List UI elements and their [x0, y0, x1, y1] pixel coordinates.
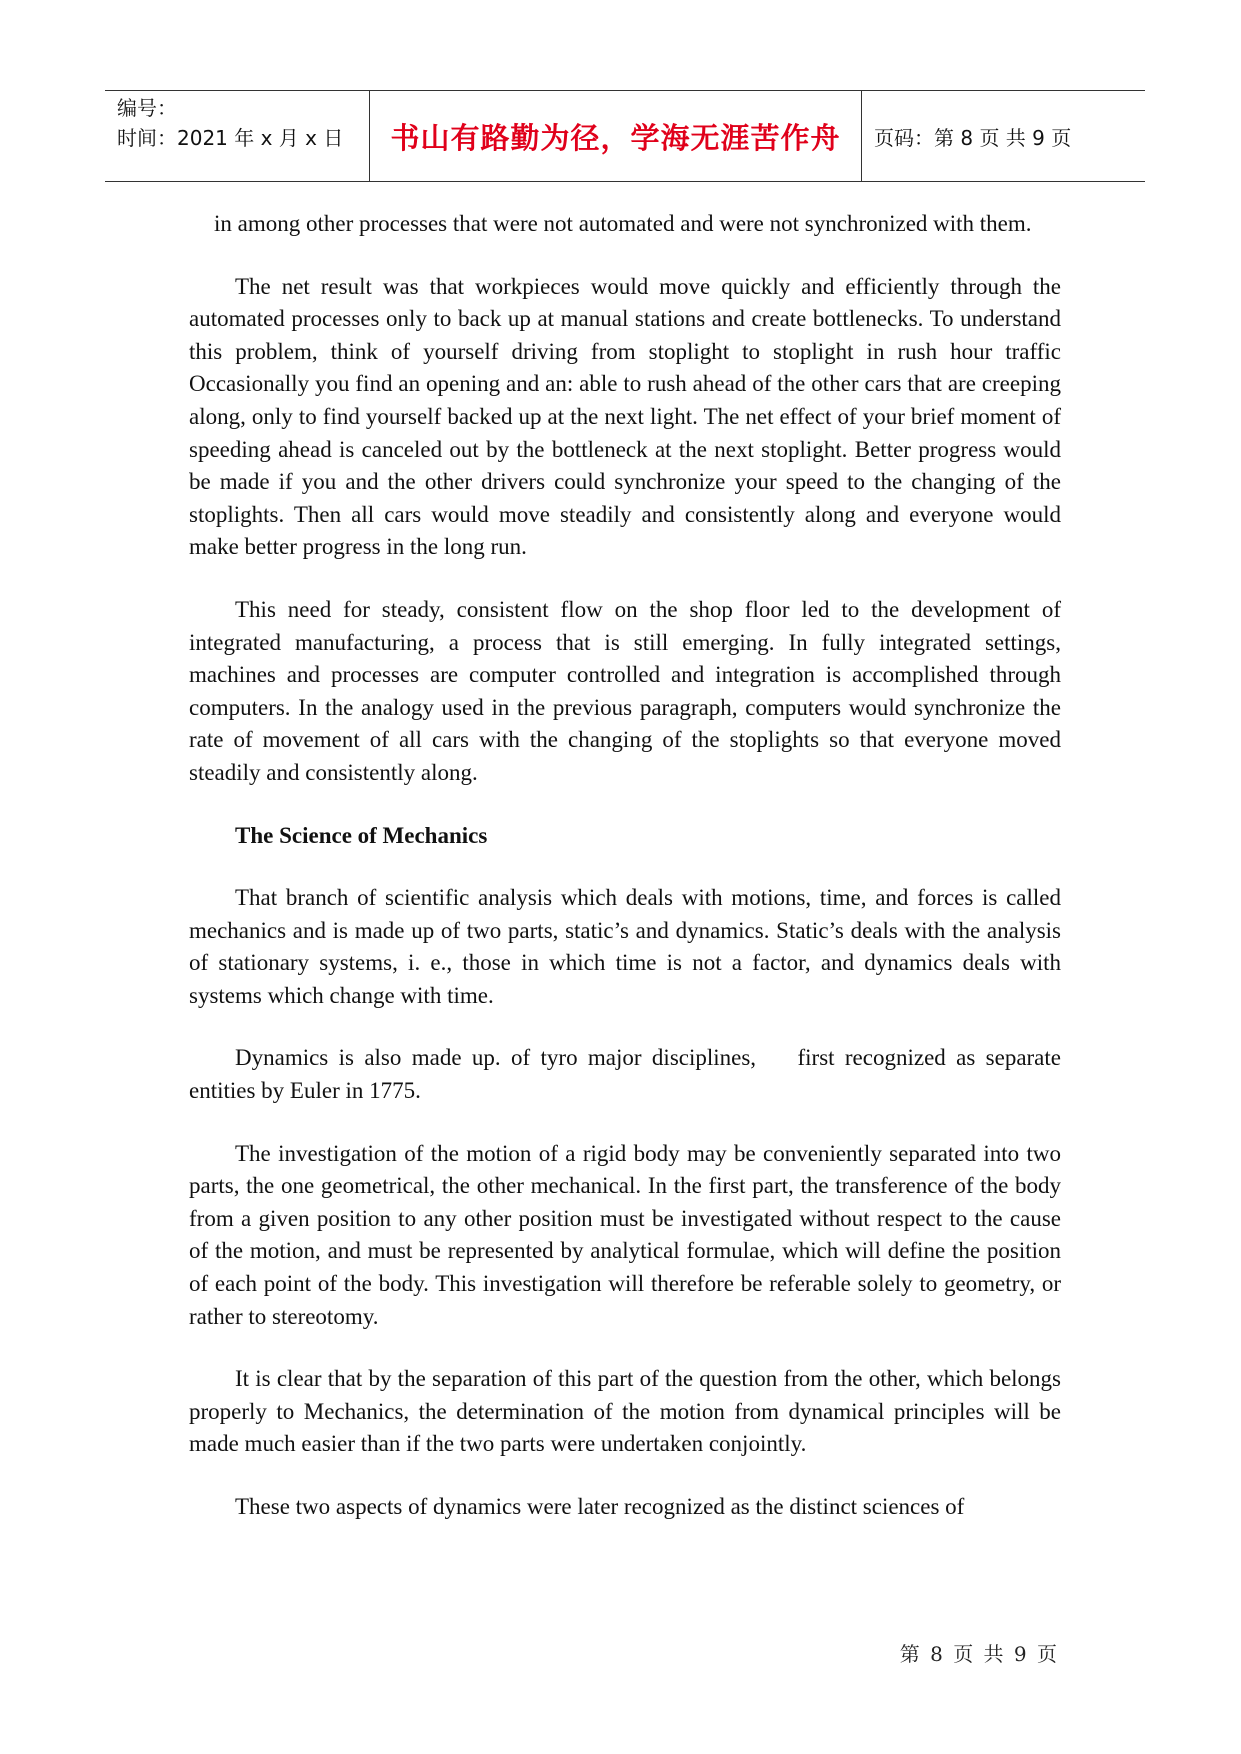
paragraph-continuation: in among other processes that were not automated and were not synchronized with them.: [214, 211, 1032, 236]
paragraph-branch: That branch of scientific analysis which deals with motions, time, and forces is called mechanics and is made up of two parts, static’s and dynamics. Static’s deals with the analysis of stationary systems, i. e., those in which time is not a factor, and dynamics deals with systems which change with time.: [189, 885, 1061, 1008]
header-motto: 书山有路勤为径，学海无涯苦作舟: [370, 91, 862, 181]
paragraph-clear: It is clear that by the separation of this part of the question from the other, which belongs properly to Mechanics, the determination of the motion from dynamical principles will be made much easier than if the two parts were undertaken conjointly.: [189, 1366, 1061, 1457]
paragraph-dynamics: Dynamics is also made up. of tyro major disciplines, first recognized as separate entities by Euler in 1775.: [189, 1045, 1067, 1104]
paragraph-net-result: The net result was that workpieces would move quickly and efficiently through the automated processes only to back up at manual stations and create bottlenecks. To understand this problem, think of yourself driving from stoplight to stoplight in rush hour traffic Occasionally you find an opening and an: able to rush ahead of the other cars that are creeping along, only to find yourself backed up at the next light. The net effect of your brief moment of speeding ahead is canceled out by the bottleneck at the next stoplight. Better progress would be made if you and the other drivers could synchronize your speed to the changing of the stoplights. Then all cars would move steadily and consistently along and everyone would make better progress in the long run.: [189, 273, 1061, 560]
document-body: [189, 208, 1067, 1554]
section-heading: The Science of Mechanics: [235, 822, 488, 848]
paragraph-aspects: These two aspects of dynamics were later recognized as the distinct sciences of: [235, 1494, 965, 1519]
header-meta: [105, 91, 370, 181]
page-header: [105, 90, 1145, 182]
page-footer: 第 8 页 共 9 页: [899, 1642, 1059, 1666]
paragraph-investigation: The investigation of the motion of a rigid body may be conveniently separated into two parts, the one geometrical, the other mechanical. In the first part, the transference of the body from a given position to any other position must be investigated without respect to the cause of the motion, and must be represented by analytical formulae, which will define the position of each point of the body. This investigation will therefore be referable solely to geometry, or rather to stereotomy.: [189, 1140, 1061, 1329]
header-page-info: 页码：第 8 页 共 9 页: [874, 125, 1072, 150]
paragraph-need: This need for steady, consistent flow on the shop floor led to the development of integrated manufacturing, a process that is still emerging. In fully integrated settings, machines and processes are computer controlled and integration is accomplished through computers. In the analogy used in the previous paragraph, computers would synchronize the rate of movement of all cars with the changing of the stoplights so that everyone moved steadily and consistently along.: [189, 596, 1061, 785]
time-label: 时间：2021 年 x 月 x 日: [117, 126, 344, 150]
number-label: 编号：: [117, 96, 177, 120]
